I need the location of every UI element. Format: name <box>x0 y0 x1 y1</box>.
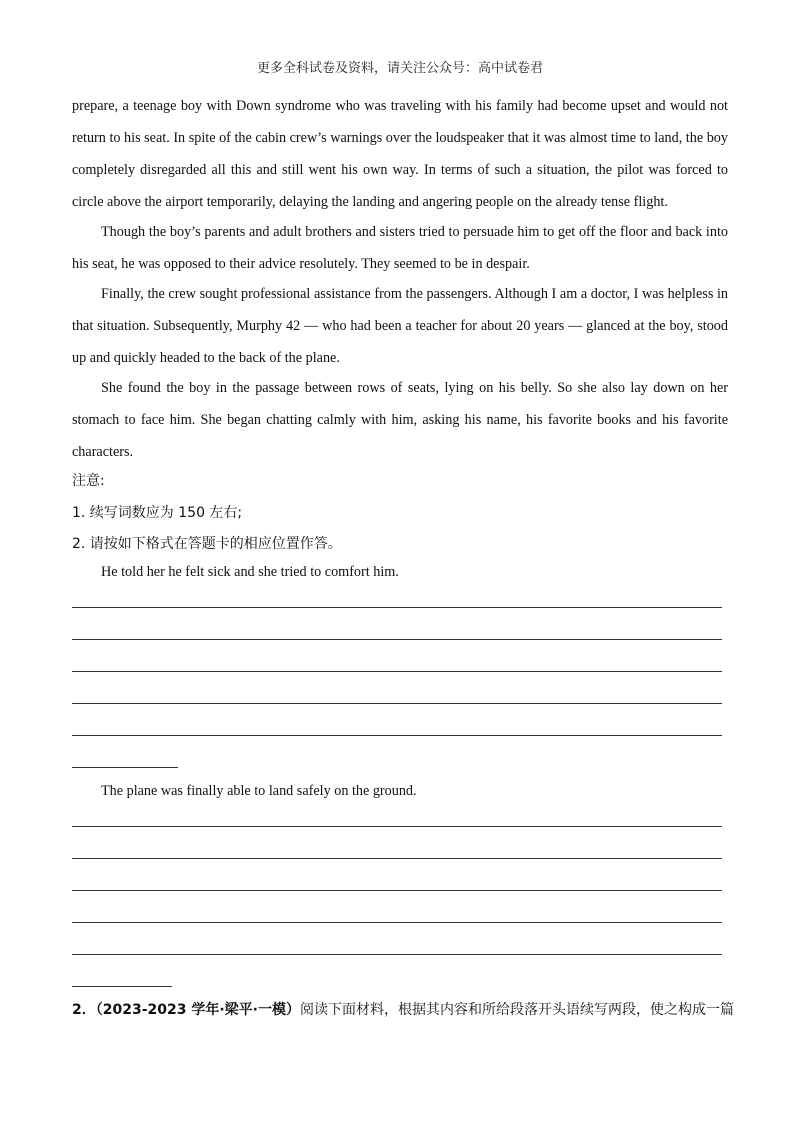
passage-paragraph-4: She found the boy in the passage between rows of seats, lying on his belly. So she also lay down on her stomach to face him. She began chatting calmly with him, asking his name, his favorite books and his favorite characters. <box>72 380 728 460</box>
question-2-number: 2． <box>72 1002 96 1018</box>
paragraph-starter-2: The plane was finally able to land safely on the ground. <box>101 783 417 799</box>
page-header: 更多全科试卷及资料，请关注公众号：高中试卷君 <box>256 61 543 76</box>
notes-item-2: 2. 请按如下格式在答题卡的相应位置作答。 <box>72 536 342 552</box>
answer-line[interactable] <box>72 954 722 955</box>
passage-paragraph-3: Finally, the crew sought professional assistance from the passengers. Although I am a doctor, I was helpless in that situation. Subsequently, Murphy 42 — who had been a teacher for about 20 years — glanced at the boy, stood up and quickly headed to the back of the plane. <box>72 286 728 366</box>
notes-item-1: 1. 续写词数应为 150 左右; <box>72 505 243 521</box>
paragraph-starter-1: He told her he felt sick and she tried to comfort him. <box>101 564 399 580</box>
answer-line[interactable] <box>72 703 722 704</box>
answer-line[interactable] <box>72 826 722 827</box>
answer-line[interactable] <box>72 735 722 736</box>
answer-line[interactable] <box>72 858 722 859</box>
answer-line[interactable] <box>72 607 722 608</box>
notes-title: 注意: <box>72 473 105 489</box>
question-2-source: （2023-2023 学年·梁平·一模） <box>95 1002 301 1018</box>
answer-line[interactable] <box>72 922 722 923</box>
question-2-prompt: 阅读下面材料，根据其内容和所给段落开头语续写两段，使之构成一篇 <box>300 1002 735 1018</box>
answer-line[interactable] <box>72 639 722 640</box>
passage-paragraph-2: Though the boy’s parents and adult brothers and sisters tried to persuade him to get off the floor and back into his seat, he was opposed to their advice resolutely. They seemed to be in despair. <box>72 224 728 272</box>
passage-paragraph-1: prepare, a teenage boy with Down syndrome who was traveling with his family had become upset and would not return to his seat. In spite of the cabin crew’s warnings over the loudspeaker that it was almost time to land, the boy completely disregarded all this and still went his own way. In terms of such a situation, the pilot was forced to circle above the airport temporarily, delaying the landing and angering people on the already tense flight. <box>72 98 728 210</box>
answer-line-short[interactable] <box>72 986 172 987</box>
question-2 <box>72 1000 734 1020</box>
answer-line[interactable] <box>72 671 722 672</box>
answer-line[interactable] <box>72 890 722 891</box>
answer-line-short[interactable] <box>72 767 178 768</box>
